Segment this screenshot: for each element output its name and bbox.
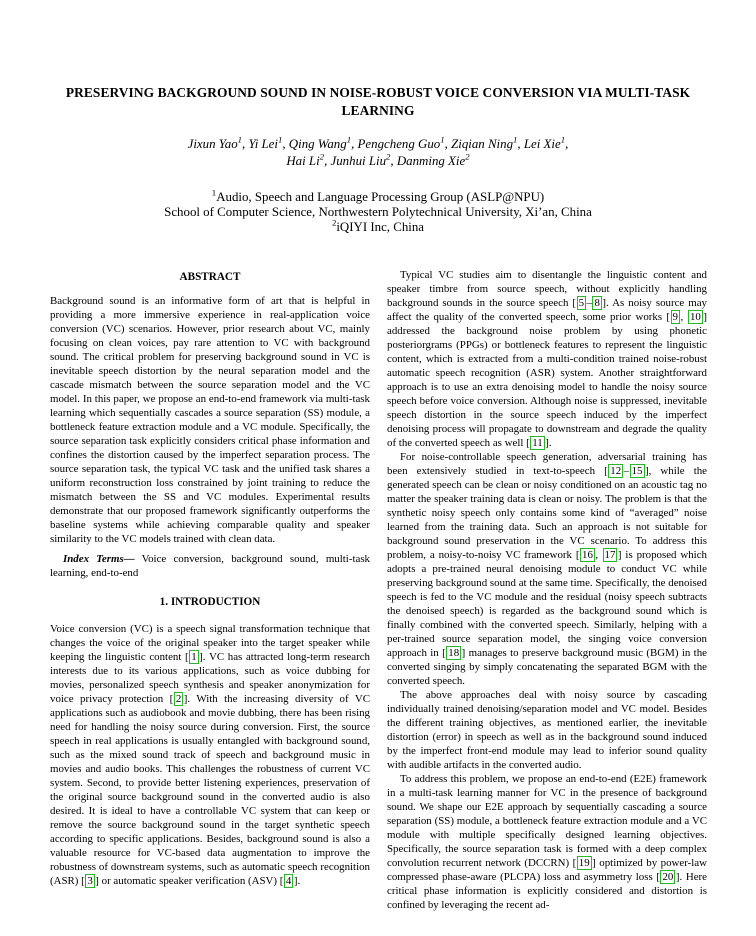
intro-paragraph-2: Typical VC studies aim to disentangle the linguistic content and speaker timbre from source speech, without explicitly handling background sounds in the source speech [ 5 – 8 ]. As noisy source may affect the quality of the converted speech, some prior works [ 9 , 10 ] addressed the background noise problem by using phonetic posteriorgrams (PPGs) or bottleneck features to represent the linguistic content, which is extracted from a multi-condition trained noise-robust automatic speech recognition (ASR) system. Another straightforward approach is to use an extra denoising model to handle the noisy source speech before voice conversion. Although noise is suppressed, inevitable speech distortion in the source speech induced by the imperfect denoising process will propagate to downstream and degrade the quality of the converted speech as well [ 11 ].	[387, 269, 708, 449]
citation-link[interactable]: 4	[285, 875, 292, 887]
citation-link[interactable]: 12	[610, 465, 622, 477]
superscript: 1	[560, 134, 566, 145]
intro-paragraph-3: For noise-controllable speech generation, adversarial training has been extensively studied in text-to-speech [ 12 – 15 ], while the generated speech can be clean or noisy conditioned on an acoustic tag no matter the speaker training data is clean or noisy. The problem is that the synthetic noisy speech only contains some kind of “averaged” noise learned from the training data. Such an approach is not suitable for background sound preservation in the VC scenario. To address this problem, a noisy-to-noisy VC framework [ 16 , 17 ] is proposed which adopts a pre-trained neural denoising module to conduct VC while preserving background sound at the same time. Specifically, the denoised speech is fed to the VC module and the residual (noisy speech subtracts the denoised speech) is regarded as the background sound which is finally combined with the converted speech. Similarly, helping with a per-trained source separation model, the singing voice conversion approach in [ 18 ] manages to preserve background music (BGM) in the converted singing by simply concatenating the separated BGM with the converted speech.	[387, 451, 708, 687]
citation-link[interactable]: 20	[662, 871, 674, 883]
citation-link[interactable]: 15	[631, 465, 643, 477]
affiliation-line: $^2$iQIYI Inc, China	[331, 218, 425, 235]
right-column	[387, 268, 707, 912]
superscript: 1	[277, 134, 283, 145]
author-line: Jixun Yao$^1$, Yi Lei$^1$, Qing Wang$^1$, Pengcheng Guo$^1$, Ziqian Ning$^1$, Lei Xie$^1$,	[187, 134, 569, 151]
citation-link[interactable]: 2	[175, 693, 182, 705]
citation-link[interactable]: 1	[191, 651, 197, 663]
citation-link[interactable]: 8	[594, 297, 600, 309]
citation-link[interactable]: 18	[448, 647, 460, 659]
superscript: 1	[440, 134, 445, 145]
superscript: 2	[331, 218, 337, 229]
index-terms: Index Terms— Voice conversion, background sound, multi-task learning, end-to-end	[50, 553, 370, 579]
affiliation-block	[48, 187, 708, 236]
superscript: 1	[346, 134, 352, 145]
introduction-heading: 1. INTRODUCTION	[159, 596, 261, 608]
intro-paragraph-4: The above approaches deal with noisy source by cascading individually trained denoising/separation model and VC model. Besides the different training objectives, as mentioned earlier, the inevitable distortion (error) in speech as well as in the background sound induced by the imperfect front-end module may lead to inferior sound quality with audible artifacts in the converted audio.	[387, 689, 707, 771]
abstract-heading: ABSTRACT	[179, 271, 241, 283]
intro-paragraph-1: Voice conversion (VC) is a speech signal transformation technique that changes the voice of the original speaker into the target speaker while keeping the linguistic content [ 1 ]. VC has attracted long-term research interests due to its various applications, such as voice dubbing for movies, personalized speech synthesis and speaker anonymization for voice privacy protection [ 2 ]. With the increasing diversity of VC applications such as audiobook and movie dubbing, there has been rising need for handling the noisy source during conversion. First, the source speech in real applications is usually entangled with background sound, such as the mixed sound track of speech and background music in movies and audio books. This challenges the robustness of current VC system. Second, to provide better listening experiences, preservation of the original source background sound in the converted audio is also desired. It is ideal to have a controllable VC system that can keep or remove the source background sound in the target synthetic speech according to specific applications. Besides, background sound is also a valuable resource for VC-based data augmentation to improve the robustness of downstream systems, such as automatic speech recognition (ASR) [ 3 ] or automatic speaker verification (ASV) [ 4 ].	[50, 623, 370, 887]
citation-link[interactable]: 3	[87, 875, 93, 887]
abstract-paragraph: Background sound is an informative form of art that is helpful in providing a more immersive experience in real-application voice conversion (VC) scenarios. However, prior research about VC, mainly focusing on clean voices, pay rare attention to VC with background sound. The critical problem for preserving background sound in VC is inevitable speech distortion by the neural separation model and the cascade mismatch between the source separation model and the VC model. In this paper, we propose an end-to-end framework via multi-task learning which sequentially cascades a source separation (SS) module, a bottleneck feature extraction module and a VC module. Specifically, the source separation task explicitly considers critical phase information and confines the distortion caused by the imperfect separation process. The source separation task, the typical VC task and the unified task shares a uniform reconstruction loss constrained by joint training to reduce the mismatch between the SS and VC modules. Experimental results demonstrate that our proposed framework significantly outperforms the baseline systems while achieving comparable quality and speaker similarity to the VC models trained with clean data.	[50, 295, 370, 545]
affiliation-line: $^1$Audio, Speech and Language Processing Group (ASLP@NPU)	[211, 187, 545, 204]
index-terms-label: Index Terms—	[63, 553, 135, 565]
superscript: 1	[237, 134, 243, 145]
intro-paragraph-5: To address this problem, we propose an end-to-end (E2E) framework in a multi-task learning manner for VC in the presence of background sound. We shape our E2E approach by sequentially cascading a source separation (SS) module, a bottleneck feature extraction module and a VC module with multiple specifically designed learning objectives. Specifically, the source separation task is formed with a deep complex convolution recurrent network (DCCRN) [ 19 ] optimized by power-law compressed phase-aware (PLCPA) loss and asymmetry loss [ 20 ]. Here critical phase information is explicitly considered and distortion is confined by leveraging the recent ad-	[387, 773, 708, 911]
superscript: 1	[513, 134, 518, 145]
citation-link[interactable]: 9	[672, 311, 678, 323]
citation-link[interactable]: 10	[689, 311, 701, 323]
superscript: 1	[211, 187, 217, 198]
affiliation-line: School of Computer Science, Northwestern Polytechnical University, Xi’an, China	[164, 205, 592, 220]
citation-link[interactable]: 11	[532, 437, 543, 449]
author-block	[78, 136, 678, 170]
citation-link[interactable]: 16	[582, 549, 593, 561]
superscript: 2	[319, 151, 325, 162]
citation-link[interactable]: 17	[604, 549, 616, 561]
paper-title: PRESERVING BACKGROUND SOUND IN NOISE-ROBUST VOICE CONVERSION VIA MULTI-TASK LEARNING	[65, 85, 691, 118]
author-line: Hai Li$^2$, Junhui Liu$^2$, Danming Xie$^2$	[286, 151, 470, 168]
superscript: 2	[386, 151, 391, 162]
citation-link[interactable]: 5	[578, 297, 585, 309]
superscript: 2	[465, 151, 470, 162]
left-column	[50, 270, 370, 888]
citation-link[interactable]: 19	[578, 857, 590, 869]
